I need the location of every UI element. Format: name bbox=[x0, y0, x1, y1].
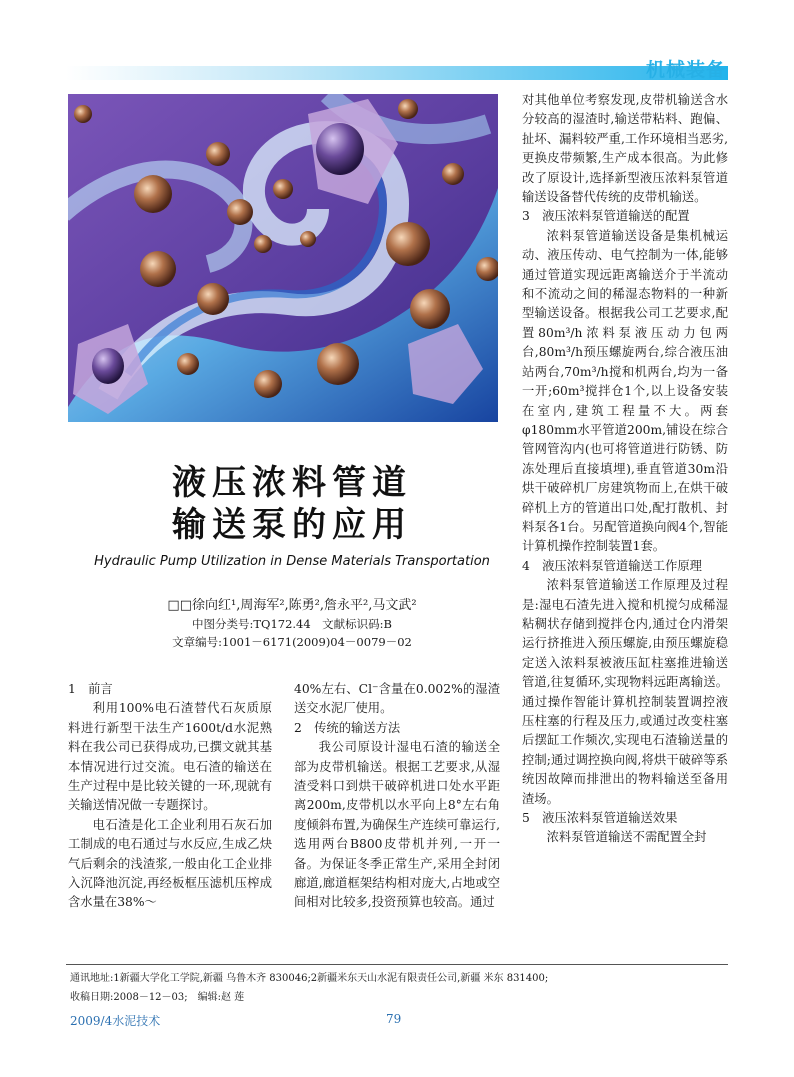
article-number: 文章编号:1001－6171(2009)04－0079－02 bbox=[172, 635, 412, 649]
correspondence-address: 通讯地址:1新疆大学化工学院,新疆 乌鲁木齐 830046;2新疆米东天山水泥有限责任公司,新疆 米东 831400; bbox=[70, 973, 549, 984]
section-tag: 机械装备 bbox=[645, 59, 726, 81]
classification-code: 中图分类号:TQ172.44 文献标识码:B bbox=[191, 617, 393, 631]
body-paragraph: 浓料泵管道输送不需配置全封 bbox=[546, 830, 707, 845]
body-paragraph: 电石渣是化工企业利用石灰石加工制成的电石通过与水反应,生成乙炔气后剩余的浅渣浆,一般由化工企业排入沉降池沉淀,再经板框压滤机压榨成含水量在38%～ bbox=[68, 817, 272, 910]
body-paragraph: 浓料泵管道输送工作原理及过程是:湿电石渣先进入搅和机搅匀成稀湿粘稠状存储到搅拌仓内,通过仓内滑架运行挤推进入预压螺旋,由预压螺旋稳定送入浓料泵被液压缸柱塞推进输送管道,往复循环,实现物料远距离输送。通过操作智能计算机控制装置调控液压柱塞的行程及压力,或通过改变柱塞后摆缸工作频次,实现电石渣输送量的控制;通过调控换向阀,将烘干破碎等系统因故障而排泄出的物料输送至备用渣场。 bbox=[522, 578, 728, 806]
article-title bbox=[68, 462, 516, 546]
body-paragraph: 利用100%电石渣替代石灰质原料进行新型干法生产1600t/d水泥熟料在我公司已获得成功,已撰文就其基本情况进行过交流。电石渣的输送在生产过程中是比较关键的一环,现就有关输送情况做一专题探讨。 bbox=[68, 701, 272, 813]
footnote-divider bbox=[66, 964, 728, 965]
body-column-3 bbox=[522, 91, 728, 848]
section-heading: 对其他单位考察发现,皮带机输送含水分较高的湿渣时,输送带粘料、跑偏、扯坏、漏料较严重,工作环境相当恶劣,更换皮带频繁,生产成本很高。为此修改了原设计,选择新型液压浓料泵管道输送设备替代传统的皮带机输送。 bbox=[522, 93, 728, 205]
page-number: 79 bbox=[386, 1012, 402, 1026]
section-heading: 1 前言 bbox=[68, 682, 113, 696]
body-paragraph: 我公司原设计湿电石渣的输送全部为皮带机输送。根据工艺要求,从湿渣受料口到烘干破碎机进口处水平距离200m,皮带机以水平向上8°左右角度倾斜布置,为确保生产连续可靠运行,选用两台B800皮带机并列,一开一备。为保证冬季正常生产,采用全封闭廊道,廊道框架结构相对庞大,占地或空间相对比较多,投资预算也较高。通过 bbox=[294, 740, 500, 910]
body-column-2 bbox=[294, 680, 500, 913]
section-heading: 3 液压浓料泵管道输送的配置 bbox=[522, 209, 690, 224]
section-heading: 4 液压浓料泵管道输送工作原理 bbox=[522, 558, 702, 573]
section-heading: 2 传统的输送方法 bbox=[294, 720, 401, 735]
body-paragraph: 浓料泵管道输送设备是集机械运动、液压传动、电气控制为一体,能够通过管道实现远距离输送介于半流动和不流动之间的稀湿态物料的一种新型输送设备。根据我公司工艺要求,配置80m³/h浓料泵液压动力包两台,80m³/h预压螺旋两台,综合液压油站两台,70m³/h搅和机两台,均为一备一开;60m³搅拌仓1个,以上设备安装在室内,建筑工程量不大。两套φ180mm水平管道200m,铺设在综合管网管沟内(也可将管道进行防锈、防冻处理后直接填埋),垂直管道30m沿烘干破碎机厂房建筑物而上,在烘干破碎机上方的管道出口处,配打散机、封料泵各1台。另配管道换向阀4个,智能计算机操作控制装置1套。 bbox=[522, 228, 728, 554]
body-column-1 bbox=[68, 680, 272, 913]
received-date: 收稿日期:2008－12－03; 编辑:赵 莲 bbox=[70, 992, 245, 1003]
section-heading: 5 液压浓料泵管道输送效果 bbox=[522, 811, 678, 826]
title-line-1: 液压浓料管道 bbox=[172, 463, 412, 503]
title-line-2: 输送泵的应用 bbox=[172, 505, 412, 545]
header-gradient-bar bbox=[66, 66, 728, 80]
english-title: Hydraulic Pump Utilization in Dense Materials Transportation bbox=[94, 554, 490, 569]
journal-issue: 2009/4水泥技术 bbox=[70, 1014, 161, 1028]
section-heading: 40%左右、Cl⁻含量在0.002%的湿渣送交水泥厂使用。 bbox=[294, 682, 500, 716]
decorative-fractal-artwork bbox=[68, 94, 498, 422]
author-list: □□徐向红¹,周海军²,陈勇²,詹永平²,马文武² bbox=[167, 598, 417, 613]
